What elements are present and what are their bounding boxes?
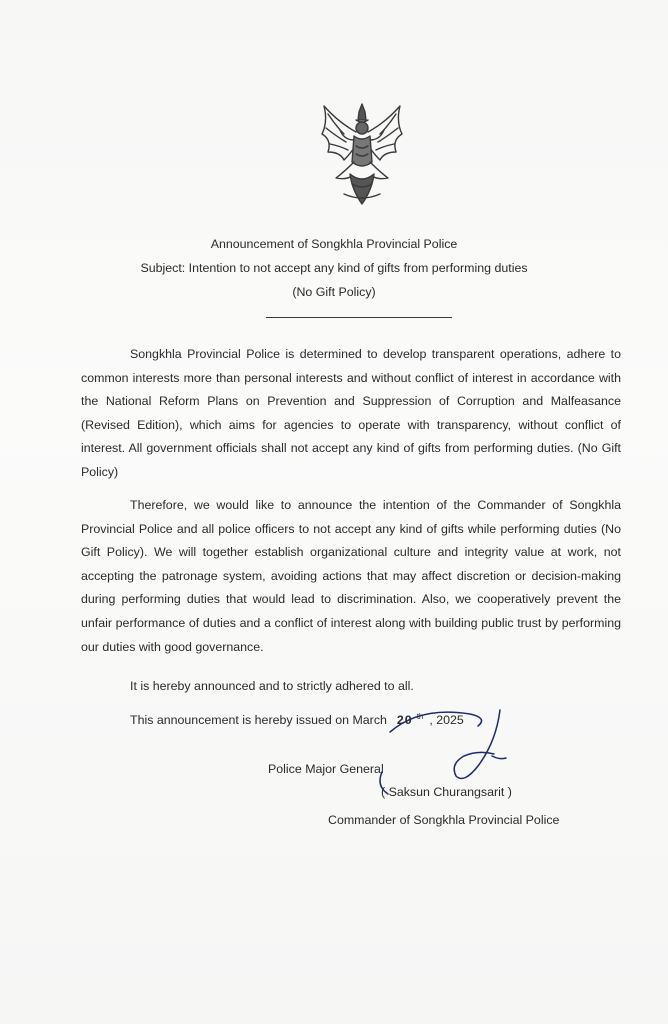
document-title: Announcement of Songkhla Provincial Police: [210, 237, 458, 251]
issued-day: 20: [396, 713, 413, 728]
signatory-name: ( Saksun Churangsarit ): [381, 785, 512, 799]
issued-year: , 2025: [429, 713, 464, 728]
issued-day-suffix: th: [416, 712, 424, 721]
header-divider: [266, 317, 452, 318]
issued-text: This announcement is hereby issued on March: [130, 713, 387, 728]
signatory-title: Commander of Songkhla Provincial Police: [328, 813, 560, 827]
signatory-rank: Police Major General: [268, 762, 384, 776]
handwritten-signature: [360, 702, 510, 802]
body-paragraph-2: Therefore, we would like to announce the intention of the Commander of Songkhla Provincial Police and all police officers to not accept any kind of gifts while performing duties (No Gift Policy). We will together establish organizational culture and integrity value at work, not accepting the patronage system, avoiding actions that may affect discretion or decision-making during performing duties that would lead to discrimination. Also, we cooperatively prevent the unfair performance of duties and a conflict of interest along with building public trust by performing our duties with good governance.: [81, 498, 621, 654]
garuda-emblem-icon: [314, 100, 410, 210]
body-paragraph-1: Songkhla Provincial Police is determined to develop transparent operations, adhere to common interests more than personal interests and without conflict of interest in accordance with the National Reform Plans on Prevention and Suppression of Corruption and Malfeasance (Revised Edition), which aims for agencies to operate with transparency, without conflict of interest. All government officials shall not accept any kind of gifts from performing duties. (No Gift Policy): [81, 347, 621, 479]
announced-statement: It is hereby announced and to strictly adhered to all.: [130, 679, 414, 693]
document-subject: Subject: Intention to not accept any kind of gifts from performing duties: [140, 261, 528, 275]
document-policy-name: (No Gift Policy): [292, 285, 376, 299]
